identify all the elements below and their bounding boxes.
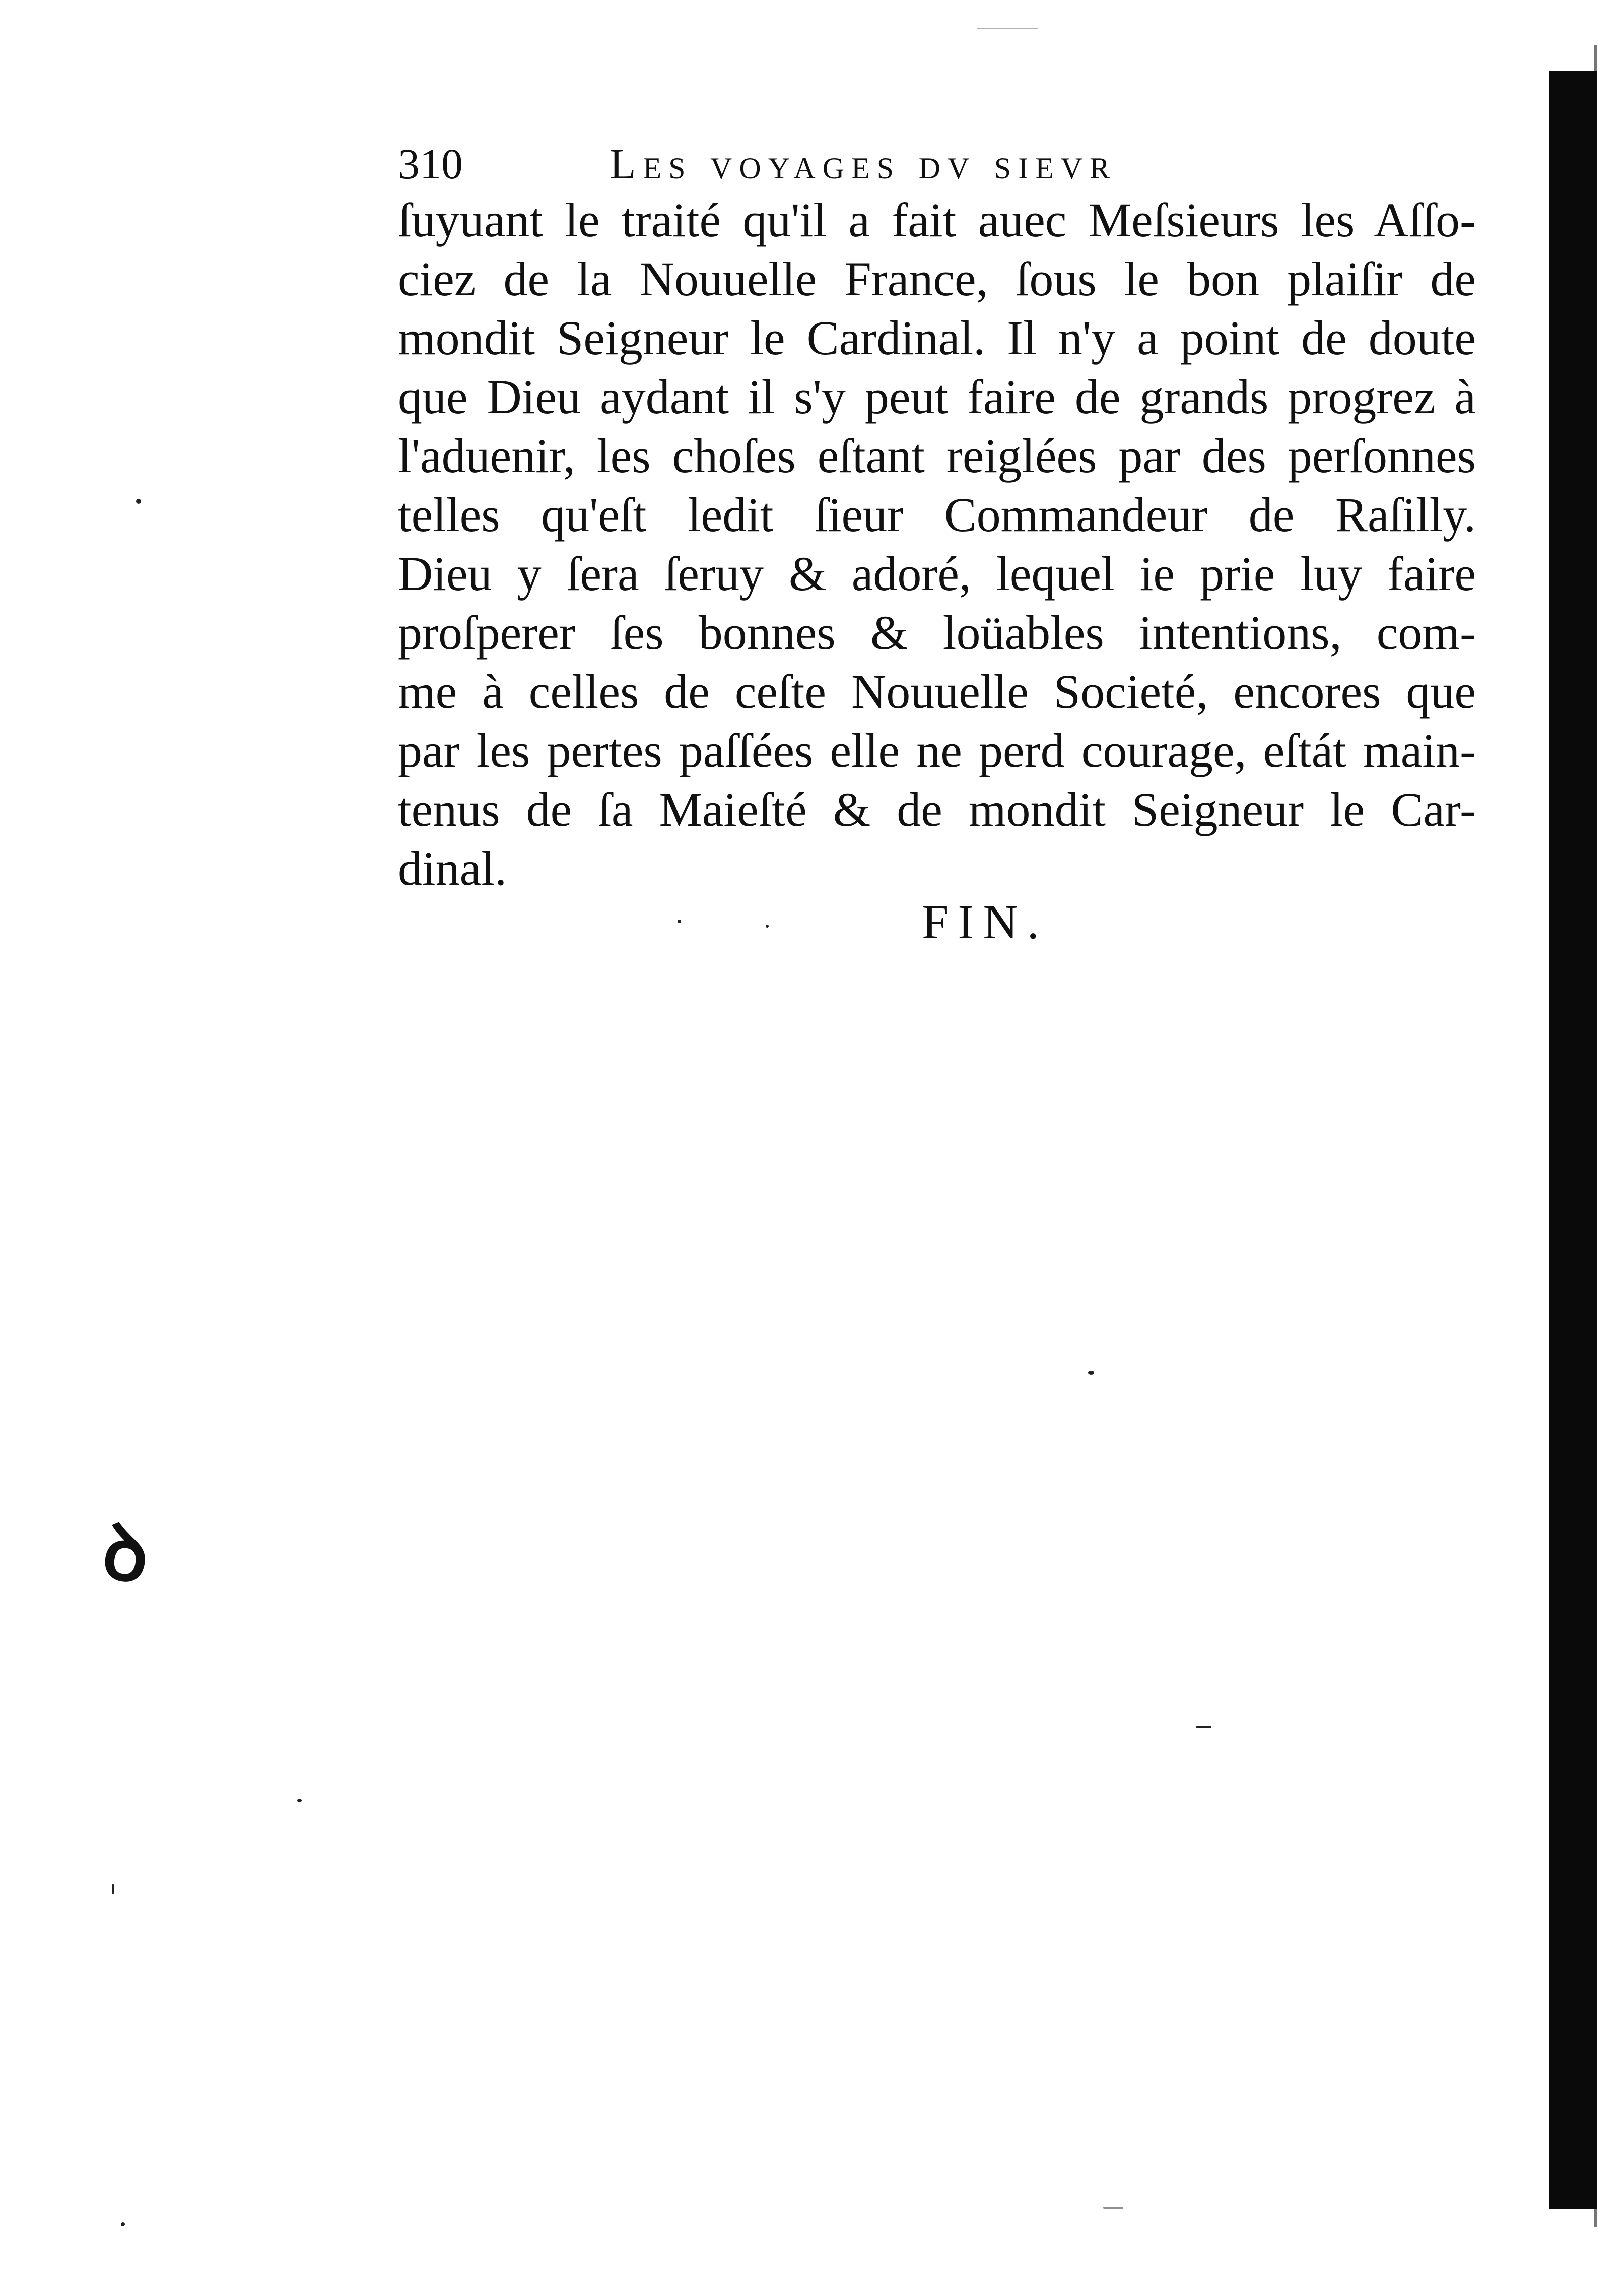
text-line: proſperer ſes bonnes & loüables intentions, com- xyxy=(398,606,1476,660)
ink-speck xyxy=(297,1799,302,1802)
text-line: l'aduenir, les choſes eſtant reiglées par des perſonnes xyxy=(398,429,1476,483)
page-number: 310 xyxy=(398,140,463,188)
text-line: me à celles de ceſte Nouuelle Societé, encores que xyxy=(398,665,1476,719)
ink-speck xyxy=(112,1884,114,1894)
text-line: que Dieu aydant il s'y peut faire de grands progrez à xyxy=(398,370,1476,424)
text-line: mondit Seigneur le Cardinal. Il n'y a point de doute xyxy=(398,311,1476,365)
text-line: dinal. xyxy=(398,841,507,895)
page-edge-shadow xyxy=(1549,71,1597,2209)
ink-speck xyxy=(678,920,681,923)
ink-speck xyxy=(1103,2207,1123,2209)
body-text xyxy=(398,190,1476,898)
running-head xyxy=(398,136,1557,191)
text-line: Dieu y ſera ſeruy & adoré, lequel ie prie luy faire xyxy=(398,547,1476,601)
text-line: tenus de ſa Maieſté & de mondit Seigneur le Car- xyxy=(398,783,1476,836)
margin-ink-mark: ꝺ xyxy=(97,1510,154,1599)
text-line: telles qu'eſt ledit ſieur Commandeur de Raſilly. xyxy=(398,488,1476,542)
ink-speck xyxy=(121,2222,125,2226)
finis-label: FIN. xyxy=(922,895,1048,949)
text-line: par les pertes paſſées elle ne perd courage, eſtát main- xyxy=(398,724,1476,777)
ink-speck xyxy=(1196,1726,1211,1728)
running-title: Les voyages dv sievr xyxy=(610,140,1117,188)
ink-speck xyxy=(1088,1371,1094,1375)
ink-speck xyxy=(766,925,769,928)
text-line: ciez de la Nouuelle France, ſous le bon plaiſir de xyxy=(398,252,1476,306)
ink-speck xyxy=(136,499,141,504)
ink-speck xyxy=(977,28,1038,29)
text-line: ſuyuant le traité qu'il a fait auec Meſsieurs les Aſſo- xyxy=(398,193,1476,247)
